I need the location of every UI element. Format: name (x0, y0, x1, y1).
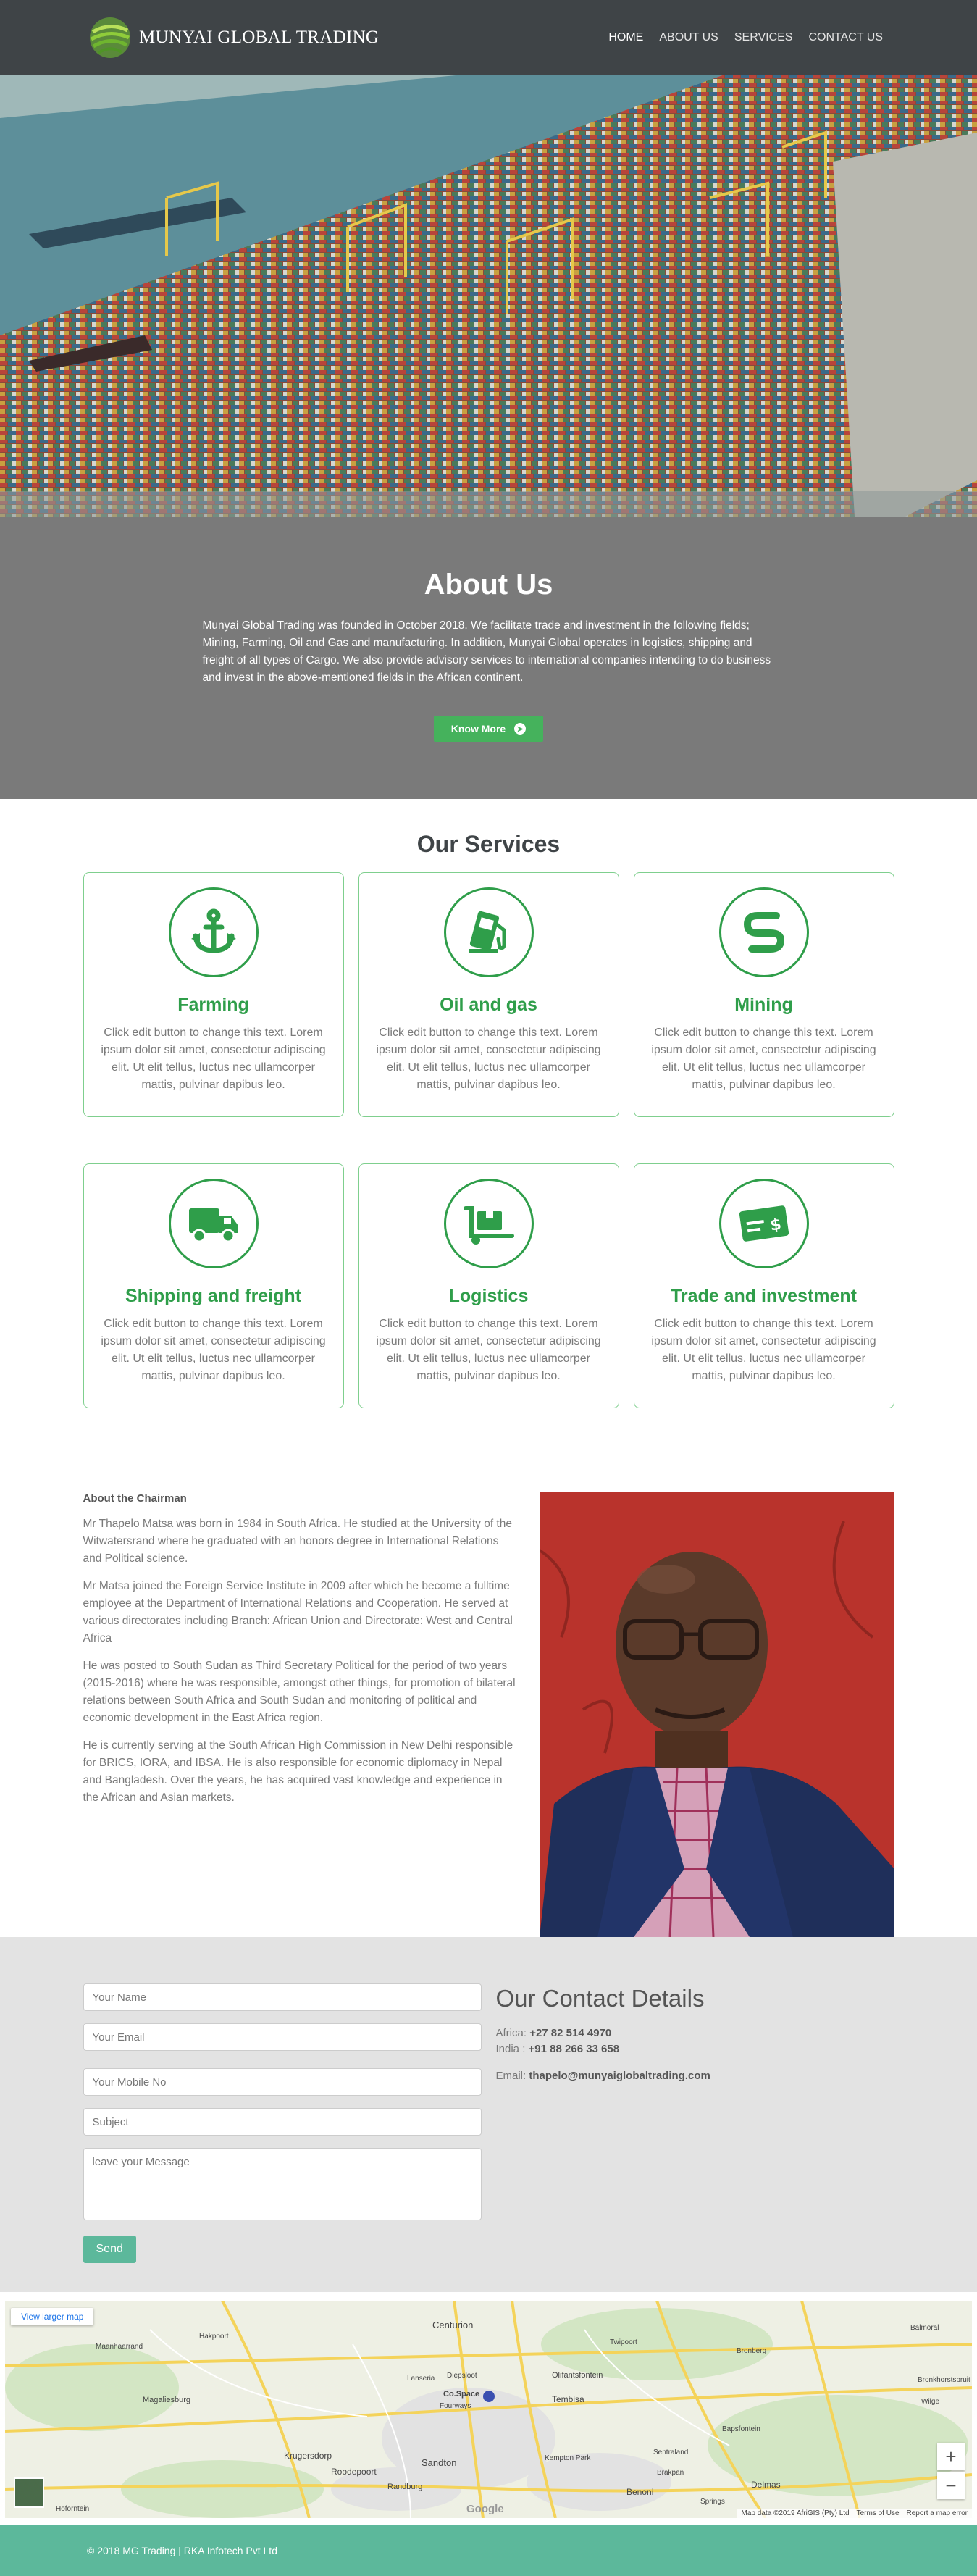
map-label: Kempton Park (545, 2454, 591, 2462)
map-label: Balmoral (910, 2324, 939, 2332)
svg-text:$: $ (768, 1215, 782, 1235)
map-label: Fourways (440, 2402, 471, 2410)
map-label: Sandton (422, 2457, 457, 2468)
chairman-heading: About the Chairman (83, 1492, 187, 1505)
money-check-icon (719, 1179, 809, 1268)
about-text: Munyai Global Trading was founded in October 2018. We facilitate trade and investment in the following fields; Mining, Farming, Oil and Gas and manufacturing. In addition, Munyai Global operates in logistics, shipping and freight of all types of Cargo. We also provide advisory services to international companies intending to do business and invest in the above-mentioned fields in the African continent. (202, 619, 771, 684)
map-label: Centurion (432, 2320, 474, 2330)
contact-title: Our Contact Details (495, 1985, 705, 2012)
name-input[interactable]: Your Name (83, 1983, 482, 2011)
truck-icon (169, 1179, 259, 1268)
map-label: Bapsfontein (722, 2425, 760, 2433)
dolly-icon (444, 1179, 534, 1268)
street-view-thumbnail[interactable] (14, 2477, 44, 2508)
map-label: Roodepoort (331, 2467, 377, 2477)
email-input[interactable]: Your Email (83, 2023, 482, 2051)
nav-about-us[interactable]: ABOUT US (659, 30, 718, 43)
site-header (0, 0, 977, 75)
map-data-credit: Map data ©2019 AfriGIS (Pty) Ltd (741, 2509, 850, 2517)
africa-phone-line (496, 2027, 710, 2039)
send-button[interactable]: Send (83, 2236, 136, 2263)
know-more-button[interactable] (434, 716, 543, 742)
logo[interactable] (87, 14, 379, 61)
view-larger-map-link[interactable]: View larger map (11, 2308, 93, 2325)
service-title: Oil and gas (440, 995, 537, 1015)
map-label: Diepsloot (447, 2372, 477, 2380)
contact-section (0, 1937, 977, 2292)
chairman-paragraph: Mr Thapelo Matsa was born in 1984 in South Africa. He studied at the University of the Witwatersrand where he graduated with an honors degree in International Relations and Political science. (83, 1518, 512, 1565)
service-text: Click edit button to change this text. Lorem ipsum dolor sit amet, consectetur adipiscing elit. Ut elit tellus, luctus nec ullamcorper mattis, pulvinar dapibus leo. (651, 1318, 876, 1382)
india-label: India : (495, 2043, 526, 2055)
copyright-text: © 2018 MG Trading | RKA Infotech Pvt Ltd (87, 2545, 277, 2556)
report-map-error-link[interactable]: Report a map error (906, 2509, 968, 2517)
map-label: Randburg (387, 2483, 423, 2491)
stripe-s-icon (719, 887, 809, 977)
nav-home[interactable]: HOME (608, 30, 644, 43)
services-title: Our Services (416, 831, 561, 857)
map-attribution (737, 2509, 973, 2518)
chairman-paragraph: He was posted to South Sudan as Third Secretary Political for the period of two years (2015-2016) where he was responsible, amongst other things, for promotion of bilateral relations between South Africa and South Sudan and monitoring of political and economic development in the East Africa region. (83, 1660, 516, 1724)
contact-details (496, 1983, 710, 2263)
map-label: Tembisa (552, 2394, 584, 2404)
map-canvas[interactable] (5, 2301, 972, 2518)
map-label: Olifantsfontein (552, 2371, 603, 2380)
map-label: Benoni (626, 2487, 654, 2497)
africa-label: Africa: (495, 2027, 527, 2039)
india-phone-line (496, 2043, 710, 2055)
chairman-photo (540, 1492, 894, 1937)
map-label: Springs (700, 2498, 725, 2506)
map-label: Twipoort (610, 2338, 637, 2346)
chairman-section (83, 1492, 894, 1937)
service-text: Click edit button to change this text. Lorem ipsum dolor sit amet, consectetur adipiscing elit. Ut elit tellus, luctus nec ullamcorper mattis, pulvinar dapibus leo. (376, 1318, 601, 1382)
service-text: Click edit button to change this text. Lorem ipsum dolor sit amet, consectetur adipiscing elit. Ut elit tellus, luctus nec ullamcorper mattis, pulvinar dapibus leo. (101, 1026, 326, 1091)
chairman-bio (83, 1492, 518, 1937)
email-label: Email: (495, 2070, 527, 2082)
africa-phone[interactable]: +27 82 514 4970 (529, 2027, 612, 2039)
hero-banner (0, 75, 977, 517)
map-label: Co.Space (443, 2390, 480, 2399)
map-label: Lanseria (407, 2375, 435, 2383)
service-title: Mining (734, 995, 793, 1015)
email-line (496, 2070, 710, 2082)
map-label: Brakpan (657, 2469, 684, 2477)
google-map[interactable] (5, 2301, 972, 2518)
service-title: Farming (177, 995, 249, 1015)
globe-logo-icon (87, 14, 133, 61)
google-logo: Google (466, 2503, 504, 2515)
arrow-right-circle-icon: ➤ (514, 723, 526, 735)
service-title: Logistics (448, 1286, 529, 1306)
service-card-shipping-and-freight[interactable] (83, 1163, 344, 1408)
service-card-mining[interactable] (634, 872, 894, 1117)
nav-services[interactable]: SERVICES (734, 30, 793, 43)
subject-input[interactable]: Subject (83, 2108, 482, 2136)
container-port-image (0, 75, 977, 517)
know-more-label: Know More (450, 723, 506, 735)
map-label: Delmas (751, 2480, 781, 2490)
map-label: Bronkhorstspruit (918, 2376, 970, 2384)
site-footer (0, 2525, 977, 2576)
main-nav (608, 31, 883, 44)
about-section (0, 517, 977, 799)
map-label: Hakpoort (199, 2333, 229, 2341)
gas-pump-icon (444, 887, 534, 977)
zoom-in-button[interactable]: + (937, 2443, 965, 2470)
service-title: Trade and investment (670, 1286, 858, 1306)
map-label: Sentraland (653, 2449, 689, 2456)
service-text: Click edit button to change this text. Lorem ipsum dolor sit amet, consectetur adipiscing elit. Ut elit tellus, luctus nec ullamcorper mattis, pulvinar dapibus leo. (376, 1026, 601, 1091)
mobile-input[interactable]: Your Mobile No (83, 2068, 482, 2096)
chairman-paragraph: Mr Matsa joined the Foreign Service Institute in 2009 after which he become a fulltime employee at the Department of International Relations and Cooperation. He served at various directorates including Branch: African Union and Directorate: West and Central Africa (83, 1580, 513, 1644)
service-card-trade-and-investment[interactable] (634, 1163, 894, 1408)
chairman-paragraph: He is currently serving at the South African High Commission in New Delhi responsible for BRICS, IORA, and IBSA. He is also responsible for economic diplomacy in Nepal and Bangladesh. Over the years, he has acquired vast knowledge and experience in the African and Asian markets. (83, 1739, 513, 1804)
zoom-out-button[interactable]: − (937, 2472, 965, 2499)
brand-name: MUNYAI GLOBAL TRADING (139, 27, 380, 47)
services-section (0, 799, 977, 1452)
map-label: Hoforntein (56, 2505, 90, 2513)
india-phone[interactable]: +91 88 266 33 658 (528, 2043, 620, 2055)
map-label: Magaliesburg (143, 2396, 191, 2404)
service-title: Shipping and freight (125, 1286, 302, 1306)
message-textarea[interactable]: leave your Message (83, 2148, 482, 2220)
terms-of-use-link[interactable]: Terms of Use (856, 2509, 900, 2517)
contact-form (83, 1983, 482, 2263)
service-text: Click edit button to change this text. Lorem ipsum dolor sit amet, consectetur adipiscing elit. Ut elit tellus, luctus nec ullamcorper mattis, pulvinar dapibus leo. (651, 1026, 876, 1091)
email-address[interactable]: thapelo@munyaiglobaltrading.com (529, 2070, 710, 2082)
anchor-icon (169, 887, 259, 977)
service-card-logistics[interactable] (358, 1163, 619, 1408)
service-card-farming[interactable] (83, 872, 344, 1117)
service-text: Click edit button to change this text. Lorem ipsum dolor sit amet, consectetur adipiscing elit. Ut elit tellus, luctus nec ullamcorper mattis, pulvinar dapibus leo. (101, 1318, 326, 1382)
services-grid (83, 872, 894, 1408)
contact-inner (83, 1983, 894, 2263)
service-card-oil-and-gas[interactable] (358, 872, 619, 1117)
map-label: Maanhaarrand (96, 2343, 143, 2351)
map-label: Wilge (921, 2398, 940, 2406)
nav-contact-us[interactable]: CONTACT US (808, 30, 883, 43)
map-label: Bronberg (737, 2347, 767, 2355)
map-label: Krugersdorp (284, 2451, 332, 2461)
about-title: About Us (424, 569, 553, 601)
